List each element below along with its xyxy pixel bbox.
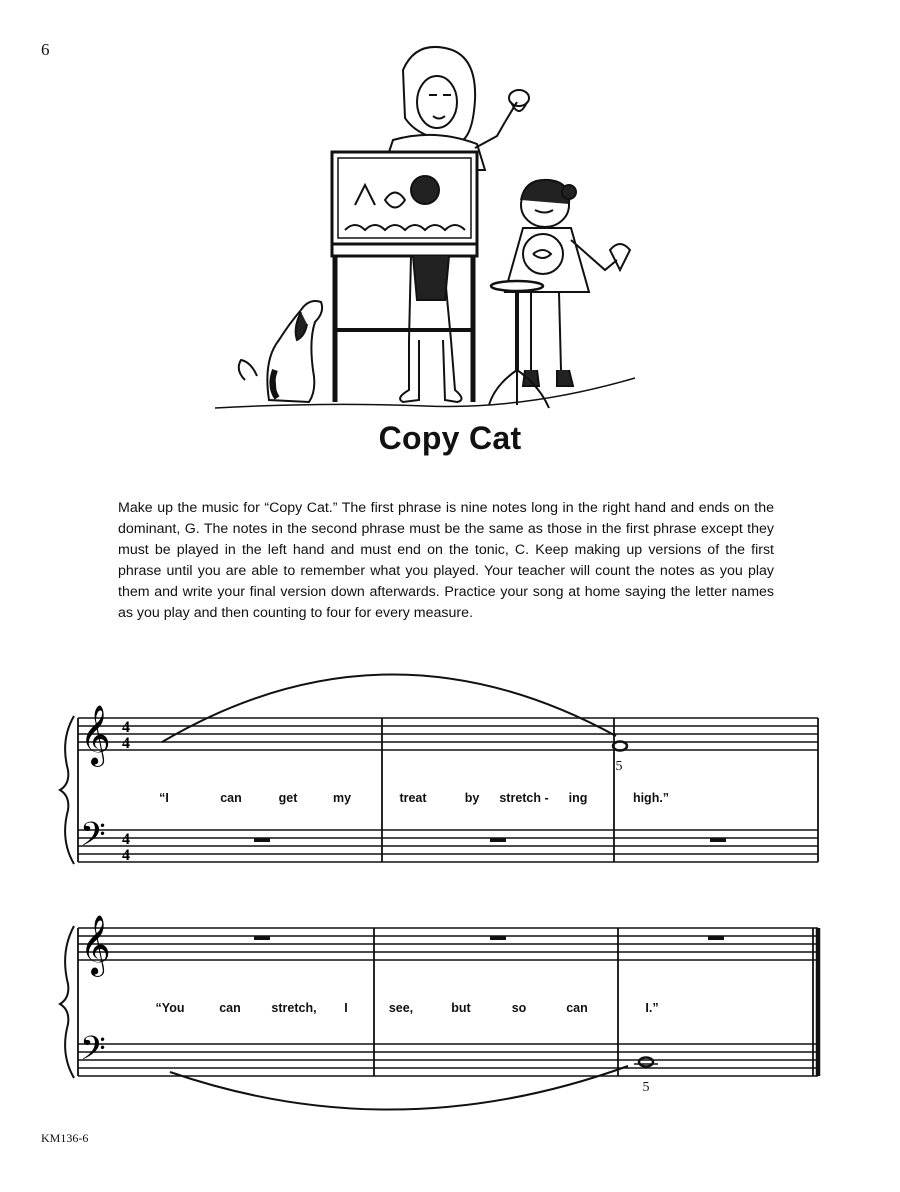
lyric-word: can bbox=[219, 1001, 241, 1015]
time-sig-bottom: 4 bbox=[122, 735, 130, 752]
lyric-word: treat bbox=[399, 791, 427, 805]
lyric-word: ing bbox=[568, 791, 588, 805]
treble-clef-icon: 𝄞 bbox=[80, 915, 111, 975]
treble-clef-icon: 𝄞 bbox=[80, 705, 111, 765]
footer-code: KM136-6 bbox=[41, 1131, 89, 1145]
time-sig-top: 4 bbox=[122, 719, 130, 736]
lyric-word: can bbox=[566, 1001, 588, 1015]
fingering-number: 5 bbox=[642, 1080, 650, 1095]
instructions-paragraph: Make up the music for “Copy Cat.” The first phrase is nine notes long in the right hand and ends on the dominant, G. The notes in the second phrase must be the same as those in the first phrase except they must be played in the left hand and must end on the tonic, C. Keep making up versions of the first phrase until you are able to remember what you played. Your teacher will count the notes as you play them and write your final version down afterwards. Practice your song at home saying the letter names as you play and then counting to four for every measure. bbox=[118, 500, 774, 621]
lyric-word: I.” bbox=[645, 1001, 659, 1015]
lyric-word: by bbox=[464, 791, 480, 805]
lyric-word: “I bbox=[159, 791, 169, 805]
lyric-word: “You bbox=[155, 1001, 185, 1015]
lyric-word: get bbox=[278, 791, 298, 805]
lyric-word: can bbox=[220, 791, 242, 805]
lyric-word: stretch, bbox=[271, 1001, 317, 1015]
fingering-number: 5 bbox=[615, 759, 623, 774]
lyric-word: see, bbox=[388, 1001, 414, 1015]
lyric-word: I bbox=[344, 1001, 348, 1015]
cartoon-illustration bbox=[205, 40, 645, 420]
music-system-2 bbox=[56, 890, 826, 1095]
bass-clef-icon: 𝄢 bbox=[80, 1030, 106, 1076]
bass-clef-icon: 𝄢 bbox=[80, 816, 106, 862]
time-sig-top: 4 bbox=[122, 831, 130, 848]
music-system-1 bbox=[56, 680, 826, 880]
lyric-word: my bbox=[332, 791, 352, 805]
illustration bbox=[205, 40, 645, 420]
lyric-word: but bbox=[451, 1001, 471, 1015]
lyric-word: stretch - bbox=[499, 791, 549, 805]
page-number: 6 bbox=[41, 40, 50, 59]
lyric-word: so bbox=[511, 1001, 527, 1015]
lyric-word: high.” bbox=[632, 791, 670, 805]
page-title: Copy Cat bbox=[378, 420, 522, 456]
grand-staff-1 bbox=[56, 680, 826, 880]
time-sig-bottom: 4 bbox=[122, 847, 130, 864]
